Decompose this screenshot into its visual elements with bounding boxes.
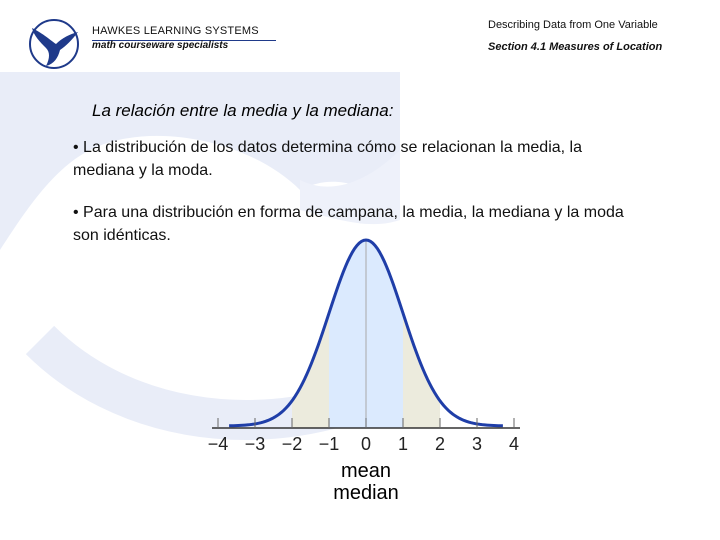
brand-name: HAWKES LEARNING SYSTEMS xyxy=(92,25,259,37)
x-tick-label: 4 xyxy=(508,434,520,454)
bullet-item xyxy=(73,136,633,182)
bullet-text: • Para una distribución en forma de campana, la media, la mediana y la moda son idénticas. xyxy=(73,204,624,244)
mean-label: mean xyxy=(340,460,392,482)
chapter-title: Describing Data from One Variable xyxy=(488,19,658,31)
bell-curve-chart xyxy=(196,228,532,508)
x-tick-label: −4 xyxy=(207,434,229,454)
eagle-logo-icon xyxy=(26,18,82,70)
x-tick-label: 0 xyxy=(360,434,372,454)
x-tick-label: −3 xyxy=(244,434,266,454)
x-tick-label: −2 xyxy=(281,434,303,454)
slide-heading: La relación entre la media y la mediana: xyxy=(92,101,394,120)
x-tick-label: 1 xyxy=(397,434,409,454)
x-tick-label: 2 xyxy=(434,434,446,454)
median-label: median xyxy=(333,482,399,504)
x-tick-label: −1 xyxy=(318,434,340,454)
brand-tagline: math courseware specialists xyxy=(92,40,229,51)
section-title: Section 4.1 Measures of Location xyxy=(488,41,663,53)
x-tick-label: 3 xyxy=(471,434,483,454)
bullet-text: • La distribución de los datos determina cómo se relacionan la media, la mediana y la moda. xyxy=(73,139,582,179)
